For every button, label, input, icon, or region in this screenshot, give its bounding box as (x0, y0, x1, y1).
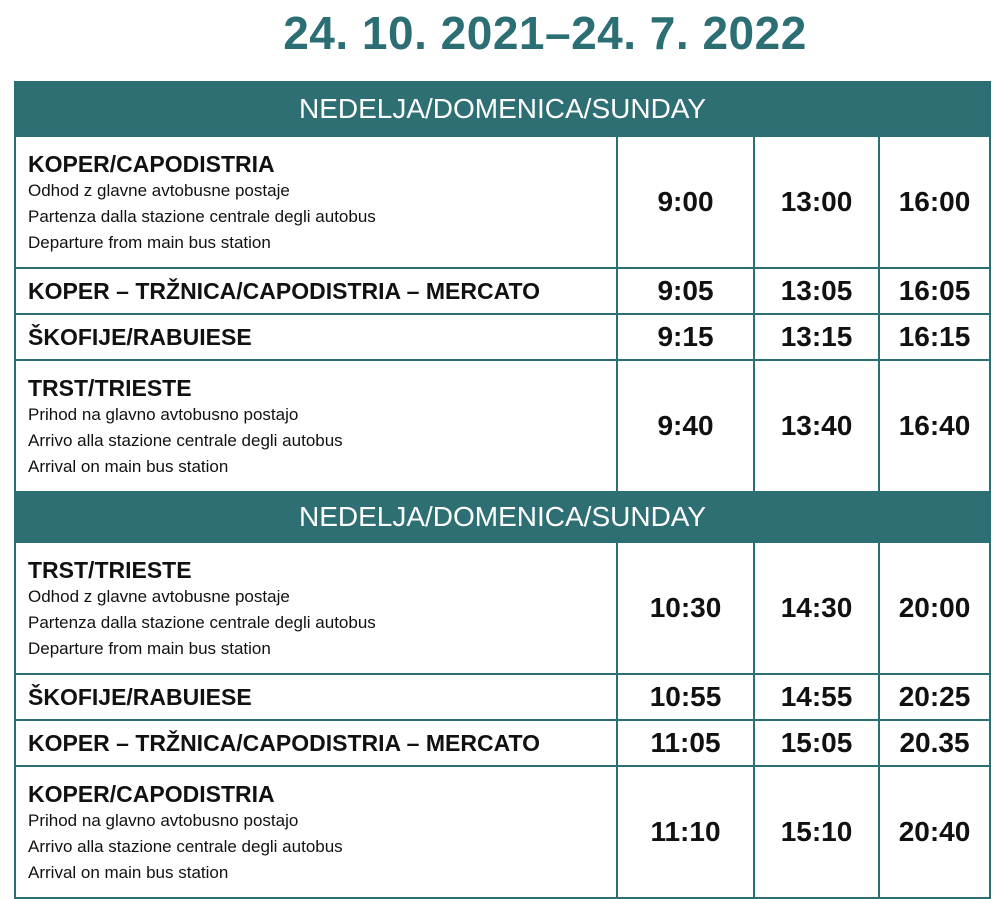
table-row (15, 674, 990, 720)
time-cell: 14:30 (754, 542, 879, 674)
timetable (14, 81, 991, 899)
stop-note: Partenza dalla stazione centrale degli autobus (28, 613, 376, 632)
time-cell: 9:05 (617, 268, 754, 314)
table-row (15, 542, 990, 674)
stop-cell (15, 720, 617, 766)
time-cell: 13:00 (754, 136, 879, 268)
stop-cell (15, 360, 617, 492)
time-cell: 9:40 (617, 360, 754, 492)
stop-name: KOPER/CAPODISTRIA (28, 151, 275, 177)
stop-cell (15, 314, 617, 360)
time-cell: 16:40 (879, 360, 990, 492)
stop-note: Arrivo alla stazione centrale degli autobus (28, 431, 343, 450)
stop-cell (15, 674, 617, 720)
stop-note: Departure from main bus station (28, 639, 271, 658)
section-header: NEDELJA/DOMENICA/SUNDAY (15, 492, 990, 542)
stop-note: Prihod na glavno avtobusno postajo (28, 811, 299, 830)
section-header-row (15, 492, 990, 542)
table-row (15, 766, 990, 898)
section-header: NEDELJA/DOMENICA/SUNDAY (15, 82, 990, 136)
table-row (15, 314, 990, 360)
stop-name: ŠKOFIJE/RABUIESE (28, 684, 252, 710)
time-cell: 10:55 (617, 674, 754, 720)
time-cell: 16:05 (879, 268, 990, 314)
stop-note: Departure from main bus station (28, 233, 271, 252)
time-cell: 20.35 (879, 720, 990, 766)
stop-name: ŠKOFIJE/RABUIESE (28, 324, 252, 350)
time-cell: 13:15 (754, 314, 879, 360)
stop-name: TRST/TRIESTE (28, 375, 192, 401)
stop-note: Odhod z glavne avtobusne postaje (28, 587, 290, 606)
stop-name: KOPER/CAPODISTRIA (28, 781, 275, 807)
stop-cell (15, 542, 617, 674)
page-title: 24. 10. 2021–24. 7. 2022 (283, 7, 807, 59)
time-cell: 16:00 (879, 136, 990, 268)
table-row (15, 136, 990, 268)
time-cell: 9:00 (617, 136, 754, 268)
time-cell: 20:00 (879, 542, 990, 674)
time-cell: 15:10 (754, 766, 879, 898)
stop-note: Prihod na glavno avtobusno postajo (28, 405, 299, 424)
stop-cell (15, 268, 617, 314)
time-cell: 10:30 (617, 542, 754, 674)
stop-cell (15, 136, 617, 268)
stop-note: Partenza dalla stazione centrale degli autobus (28, 207, 376, 226)
time-cell: 16:15 (879, 314, 990, 360)
time-cell: 11:10 (617, 766, 754, 898)
stop-name: KOPER – TRŽNICA/CAPODISTRIA – MERCATO (28, 278, 540, 304)
table-row (15, 268, 990, 314)
stop-note: Arrival on main bus station (28, 863, 229, 882)
time-cell: 13:05 (754, 268, 879, 314)
stop-cell (15, 766, 617, 898)
stop-name: TRST/TRIESTE (28, 557, 192, 583)
stop-name: KOPER – TRŽNICA/CAPODISTRIA – MERCATO (28, 730, 540, 756)
time-cell: 11:05 (617, 720, 754, 766)
table-row (15, 360, 990, 492)
table-row (15, 720, 990, 766)
stop-note: Arrival on main bus station (28, 457, 229, 476)
time-cell: 20:40 (879, 766, 990, 898)
time-cell: 13:40 (754, 360, 879, 492)
section-header-row (15, 82, 990, 136)
time-cell: 14:55 (754, 674, 879, 720)
time-cell: 15:05 (754, 720, 879, 766)
stop-note: Odhod z glavne avtobusne postaje (28, 181, 290, 200)
time-cell: 20:25 (879, 674, 990, 720)
time-cell: 9:15 (617, 314, 754, 360)
stop-note: Arrivo alla stazione centrale degli autobus (28, 837, 343, 856)
